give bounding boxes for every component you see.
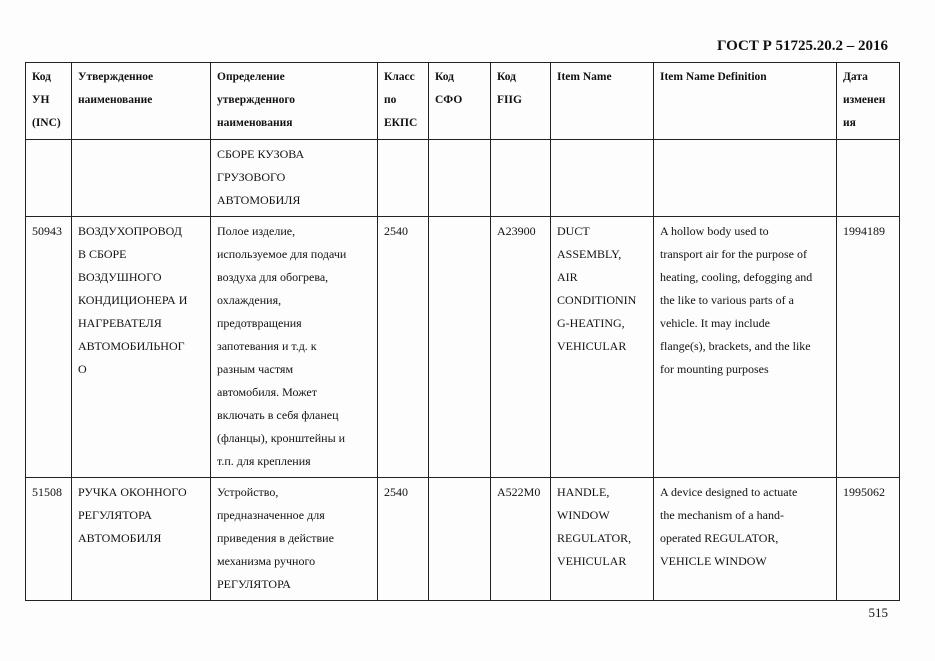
cell-text-line: РЕГУЛЯТОРА — [217, 577, 291, 591]
cell-text-line: 51508 — [32, 485, 62, 499]
cell-text-line: the mechanism of a hand- — [660, 508, 784, 522]
cell-text-line: heating, cooling, defogging and — [660, 270, 813, 284]
cell-text-line: transport air for the purpose of — [660, 247, 807, 261]
cell-item-name-definition — [654, 140, 837, 217]
cell-text-line: Полое изделие, — [217, 224, 296, 238]
page-number: 515 — [868, 605, 888, 620]
cell-text-line: Item Name Definition — [660, 71, 767, 83]
cell-text-line: Item Name — [557, 71, 612, 83]
cell-text-line: приведения в действие — [217, 531, 334, 545]
cell-text-line: ГРУЗОВОГО — [217, 170, 286, 184]
cell-text-line: (фланцы), кронштейны и — [217, 431, 346, 445]
cell-text-line: В СБОРЕ — [78, 247, 127, 261]
cell-text-line: ВОЗДУШНОГО — [78, 270, 162, 284]
col-header-item-name-definition — [654, 63, 837, 140]
cell-text-line: СБОРЕ КУЗОВА — [217, 147, 305, 161]
cell-text-line: VEHICULAR — [557, 339, 627, 353]
col-header-inc — [26, 63, 72, 140]
cell-text-line: НАГРЕВАТЕЛЯ — [78, 316, 162, 330]
cell-item-name — [551, 217, 654, 478]
cell-inc — [26, 140, 72, 217]
cell-definition — [211, 217, 378, 478]
cell-text-line: ЕКПС — [384, 117, 418, 129]
cell-text-line: О — [78, 362, 87, 376]
col-header-sfo-code — [429, 63, 491, 140]
cell-text-line: по — [384, 94, 397, 106]
cell-text-line: используемое для подачи — [217, 247, 347, 261]
cell-text-line: наименования — [217, 117, 293, 129]
cell-fiig-code — [491, 140, 551, 217]
cell-text-line: РЕГУЛЯТОРА — [78, 508, 152, 522]
cell-text-line: operated REGULATOR, — [660, 531, 779, 545]
cell-text-line: КОНДИЦИОНЕРА И — [78, 293, 188, 307]
cell-change-date — [837, 217, 900, 478]
cell-sfo-code — [429, 217, 491, 478]
cell-class — [378, 217, 429, 478]
cell-text-line: (INC) — [32, 117, 61, 129]
cell-text-line: the like to various parts of a — [660, 293, 794, 307]
cell-text-line: REGULATOR, — [557, 531, 632, 545]
cell-text-line: AIR — [557, 270, 578, 284]
table-body — [26, 140, 900, 601]
col-header-fiig-code — [491, 63, 551, 140]
cell-text-line: 1994189 — [843, 224, 885, 238]
document-standard-header: ГОСТ Р 51725.20.2 – 2016 — [716, 38, 888, 54]
cell-text-line: Класс — [384, 71, 415, 83]
cell-text-line: Устройство, — [217, 485, 279, 499]
table-row — [26, 478, 900, 601]
cell-text-line: A hollow body used to — [660, 224, 769, 238]
cell-definition — [211, 140, 378, 217]
cell-text-line: Определение — [217, 71, 285, 83]
cell-text-line: т.п. для крепления — [217, 454, 311, 468]
cell-item-name — [551, 140, 654, 217]
cell-text-line: Код — [32, 71, 52, 83]
cell-class — [378, 478, 429, 601]
cell-text-line: CONDITIONIN — [557, 293, 637, 307]
cell-approved-name — [72, 217, 211, 478]
cell-text-line: for mounting purposes — [660, 362, 769, 376]
cell-approved-name — [72, 478, 211, 601]
cell-text-line: СФО — [435, 94, 463, 106]
cell-text-line: vehicle. It may include — [660, 316, 770, 330]
cell-text-line: разным частям — [217, 362, 294, 376]
col-header-approved-name — [72, 63, 211, 140]
cell-text-line: АВТОМОБИЛЯ — [78, 531, 162, 545]
cell-sfo-code — [429, 140, 491, 217]
cell-text-line: воздуха для обогрева, — [217, 270, 329, 284]
cell-inc — [26, 217, 72, 478]
cell-text-line: flange(s), brackets, and the like — [660, 339, 811, 353]
col-header-change-date — [837, 63, 900, 140]
cell-text-line: 2540 — [384, 224, 408, 238]
cell-text-line: ия — [843, 117, 856, 129]
cell-text-line: WINDOW — [557, 508, 610, 522]
cell-text-line: VEHICULAR — [557, 554, 627, 568]
cell-text-line: наименование — [78, 94, 153, 106]
cell-text-line: A522M0 — [497, 485, 541, 499]
cell-text-line: A device designed to actuate — [660, 485, 798, 499]
cell-text-line: охлаждения, — [217, 293, 282, 307]
cell-text-line: DUCT — [557, 224, 590, 238]
cell-text-line: АВТОМОБИЛЬНОГ — [78, 339, 185, 353]
cell-text-line: G-HEATING, — [557, 316, 625, 330]
cell-text-line: изменен — [843, 94, 886, 106]
cell-class — [378, 140, 429, 217]
cell-definition — [211, 478, 378, 601]
cell-item-name — [551, 478, 654, 601]
cell-text-line: предназначенное для — [217, 508, 325, 522]
cell-text-line: РУЧКА ОКОННОГО — [78, 485, 187, 499]
cell-text-line: предотвращения — [217, 316, 302, 330]
cell-item-name-definition — [654, 217, 837, 478]
cell-text-line: 50943 — [32, 224, 62, 238]
cell-fiig-code — [491, 478, 551, 601]
cell-text-line: УН — [32, 94, 50, 106]
cell-approved-name — [72, 140, 211, 217]
cell-text-line: включать в себя фланец — [217, 408, 339, 422]
cell-text-line: утвержденного — [217, 94, 296, 106]
cell-text-line: Утвержденное — [78, 71, 154, 83]
cell-change-date — [837, 140, 900, 217]
table-header-row — [26, 63, 900, 140]
table-row — [26, 217, 900, 478]
cell-text-line: механизма ручного — [217, 554, 316, 568]
cell-text-line: ASSEMBLY, — [557, 247, 622, 261]
cell-text-line: Код — [435, 71, 455, 83]
cell-text-line: A23900 — [497, 224, 536, 238]
cell-text-line: FIIG — [497, 94, 522, 106]
cell-text-line: Дата — [843, 71, 868, 83]
cell-change-date — [837, 478, 900, 601]
col-header-class — [378, 63, 429, 140]
col-header-item-name — [551, 63, 654, 140]
cell-text-line: ВОЗДУХОПРОВОД — [78, 224, 182, 238]
col-header-definition — [211, 63, 378, 140]
table-row — [26, 140, 900, 217]
cell-inc — [26, 478, 72, 601]
cell-sfo-code — [429, 478, 491, 601]
cell-text-line: автомобиля. Может — [217, 385, 317, 399]
cell-text-line: VEHICLE WINDOW — [660, 554, 767, 568]
cell-text-line: HANDLE, — [557, 485, 610, 499]
cell-text-line: 1995062 — [843, 485, 885, 499]
cell-text-line: АВТОМОБИЛЯ — [217, 193, 301, 207]
item-names-table — [25, 62, 900, 601]
cell-text-line: 2540 — [384, 485, 408, 499]
cell-fiig-code — [491, 217, 551, 478]
cell-item-name-definition — [654, 478, 837, 601]
cell-text-line: запотевания и т.д. к — [217, 339, 317, 353]
cell-text-line: Код — [497, 71, 517, 83]
